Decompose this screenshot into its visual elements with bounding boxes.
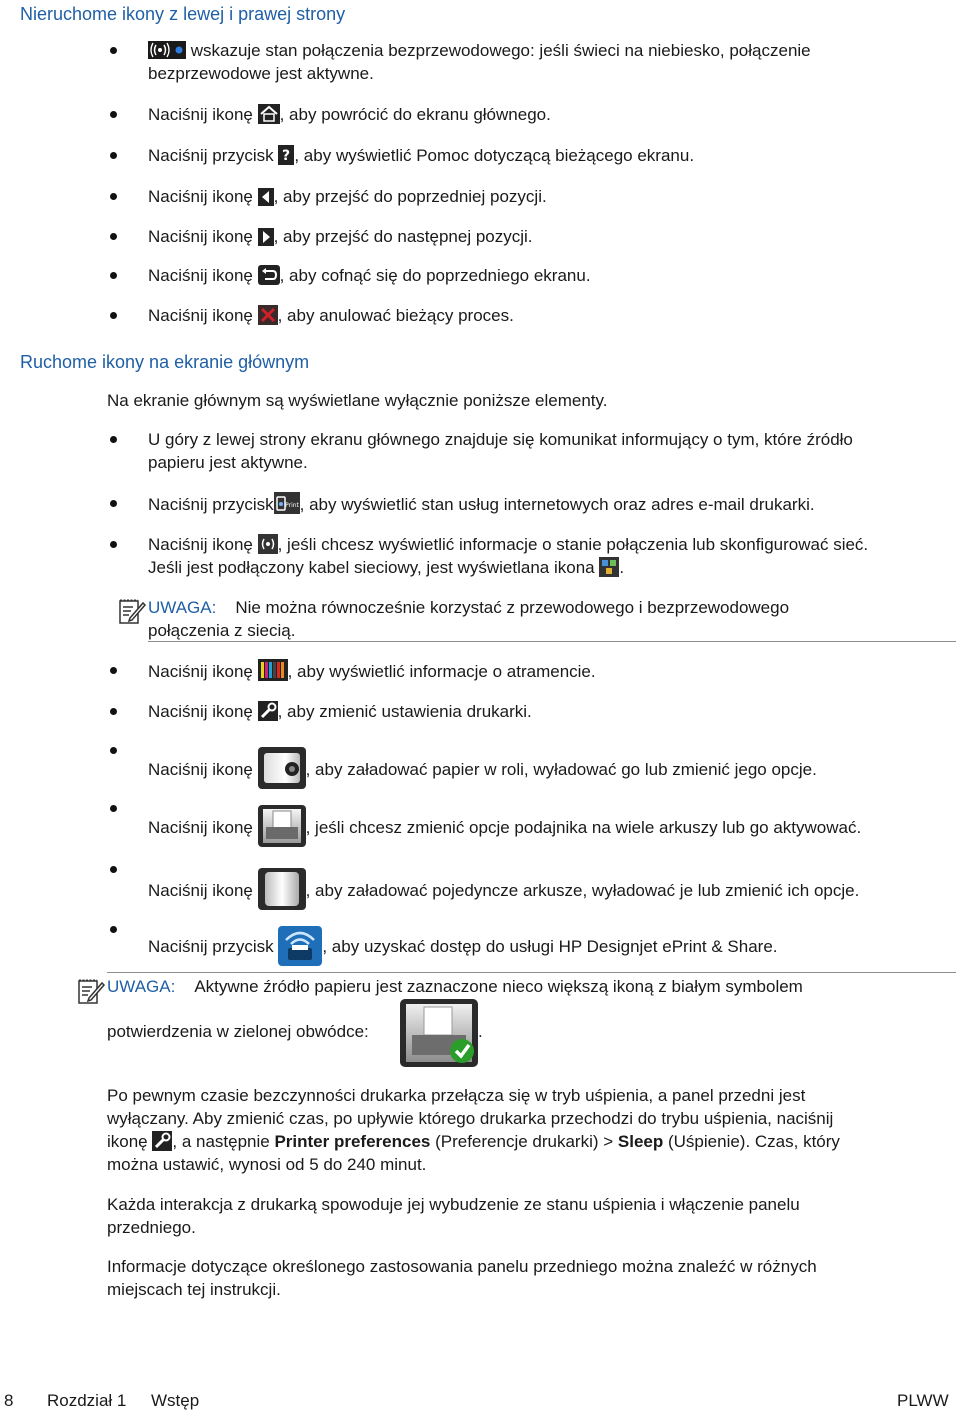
bullet	[110, 667, 117, 674]
bullet	[110, 436, 117, 443]
next-icon	[258, 228, 274, 252]
list-item-single-sheet: Naciśnij ikonę , aby załadować pojedyncze arkusze, wyładować je lub zmienić ich opcje.	[148, 868, 859, 916]
list-item-eprint: Naciśnij przycisk , aby uzyskać dostęp do usługi HP Designjet ePrint & Share.	[148, 926, 778, 972]
note2-end: .	[478, 1022, 483, 1041]
web-services-icon	[274, 492, 300, 520]
bullet	[110, 47, 117, 54]
note-divider	[148, 641, 956, 642]
list-item-home: Naciśnij ikonę , aby powrócić do ekranu głównego.	[148, 103, 551, 130]
footer-locale: PLWW	[897, 1391, 949, 1410]
sleep-line2: wyłączany. Aby zmienić czas, po upływie którego drukarka przechodzi do trybu uśpienia, naciśnij	[107, 1109, 834, 1128]
list-item-network: Naciśnij ikonę , jeśli chcesz wyświetlić informacje o stanie połączenia lub skonfigurować sieć.	[148, 533, 868, 560]
roll-paper-icon	[258, 747, 306, 795]
bullet	[110, 272, 117, 279]
sleep-line1: Po pewnym czasie bezczynności drukarka przełącza się w tryb uśpienia, a panel przedni jest	[107, 1086, 806, 1105]
bullet	[110, 747, 117, 754]
note1-line2: połączenia z siecią.	[148, 621, 296, 640]
list-item-wireless-cont: bezprzewodowe jest aktywne.	[148, 64, 374, 83]
single-sheet-icon	[258, 868, 306, 916]
section-title-fixed-icons: Nieruchome ikony z lewej i prawej strony	[20, 4, 346, 24]
list-item-help: Naciśnij przycisk ? , aby wyświetlić Pomoc dotyczącą bieżącego ekranu.	[148, 144, 694, 171]
bullet	[110, 233, 117, 240]
bullet	[110, 866, 117, 873]
note-divider	[107, 972, 956, 973]
list-item-network-cont: Jeśli jest podłączony kabel sieciowy, jest wyświetlana ikona .	[148, 556, 624, 583]
list-item-next: Naciśnij ikonę , aby przejść do następnej pozycji.	[148, 225, 533, 252]
list-item-tray: Naciśnij ikonę , jeśli chcesz zmienić opcje podajnika na wiele arkuszy lub go aktywować.	[148, 805, 861, 853]
list-item-roll: Naciśnij ikonę , aby załadować papier w roli, wyładować go lub zmienić jego opcje.	[148, 747, 817, 795]
note2-line2: potwierdzenia w zielonej obwódce:	[107, 1022, 369, 1041]
info-line2: miejscach tej instrukcji.	[107, 1280, 281, 1299]
active-paper-source-icon	[400, 999, 478, 1073]
cancel-icon	[258, 305, 278, 331]
bullet	[110, 111, 117, 118]
back-icon	[258, 265, 280, 291]
list-item-wireless: wskazuje stan połączenia bezprzewodowego: jeśli świeci na niebiesko, połączenie	[148, 39, 811, 66]
list-item-paper-source: U góry z lewej strony ekranu głównego znajduje się komunikat informujący o tym, które źródło	[148, 430, 853, 449]
list-item-settings: Naciśnij ikonę , aby zmienić ustawienia drukarki.	[148, 700, 532, 727]
list-item-previous: Naciśnij ikonę , aby przejść do poprzedniej pozycji.	[148, 185, 547, 212]
section-title-moving-icons: Ruchome ikony na ekranie głównym	[20, 352, 310, 372]
wired-network-icon	[599, 557, 619, 583]
bullet	[110, 193, 117, 200]
wake-line1: Każda interakcja z drukarką spowoduje jej wybudzenie ze stanu uśpienia i włączenie panelu	[107, 1195, 800, 1214]
bullet	[110, 152, 117, 159]
bullet	[110, 926, 117, 933]
note-label: UWAGA:	[107, 977, 176, 996]
svg-text:Print: Print	[284, 502, 299, 509]
info-line1: Informacje dotyczące określonego zastosowania panelu przedniego można znaleźć w różnych	[107, 1257, 817, 1276]
bullet	[110, 312, 117, 319]
moving-intro: Na ekranie głównym są wyświetlane wyłącznie poniższe elementy.	[107, 391, 608, 410]
list-item-web-services: Naciśnij przycisk Print , aby wyświetlić stan usług internetowych oraz adres e-mail drukarki.	[148, 492, 815, 520]
list-item-paper-source-cont: papieru jest aktywne.	[148, 453, 308, 472]
note1-line1: UWAGA: Nie można równocześnie korzystać z przewodowego i bezprzewodowego	[148, 598, 790, 617]
sleep-line3: ikonę , a następnie Printer preferences (Preferencje drukarki) > Sleep (Uśpienie). Czas, który	[107, 1130, 840, 1157]
page-number: 8	[4, 1391, 14, 1410]
chapter-label: Rozdział 1	[47, 1391, 127, 1410]
home-icon	[258, 104, 280, 130]
list-item-ink: Naciśnij ikonę , aby wyświetlić informacje o atramencie.	[148, 659, 596, 687]
svg-text:?: ?	[282, 148, 291, 164]
bullet	[110, 500, 117, 507]
ink-icon	[258, 659, 288, 687]
bullet	[110, 541, 117, 548]
list-item-cancel: Naciśnij ikonę , aby anulować bieżący proces.	[148, 304, 514, 331]
note-icon	[117, 596, 147, 632]
bullet	[110, 805, 117, 812]
help-icon	[278, 145, 294, 171]
note-label: UWAGA:	[148, 598, 217, 617]
eprint-share-icon	[278, 926, 322, 972]
wrench-icon	[258, 701, 278, 727]
wake-line2: przedniego.	[107, 1218, 196, 1237]
multi-sheet-tray-icon	[258, 805, 306, 853]
note-icon	[76, 976, 106, 1012]
chapter-title: Wstęp	[151, 1391, 200, 1410]
previous-icon	[258, 188, 274, 212]
list-item-back: Naciśnij ikonę , aby cofnąć się do poprzedniego ekranu.	[148, 264, 591, 291]
sleep-line4: można ustawić, wynosi od 5 do 240 minut.	[107, 1155, 427, 1174]
bullet	[110, 708, 117, 715]
note2-line1: UWAGA: Aktywne źródło papieru jest zaznaczone nieco większą ikoną z białym symbolem	[107, 977, 803, 996]
